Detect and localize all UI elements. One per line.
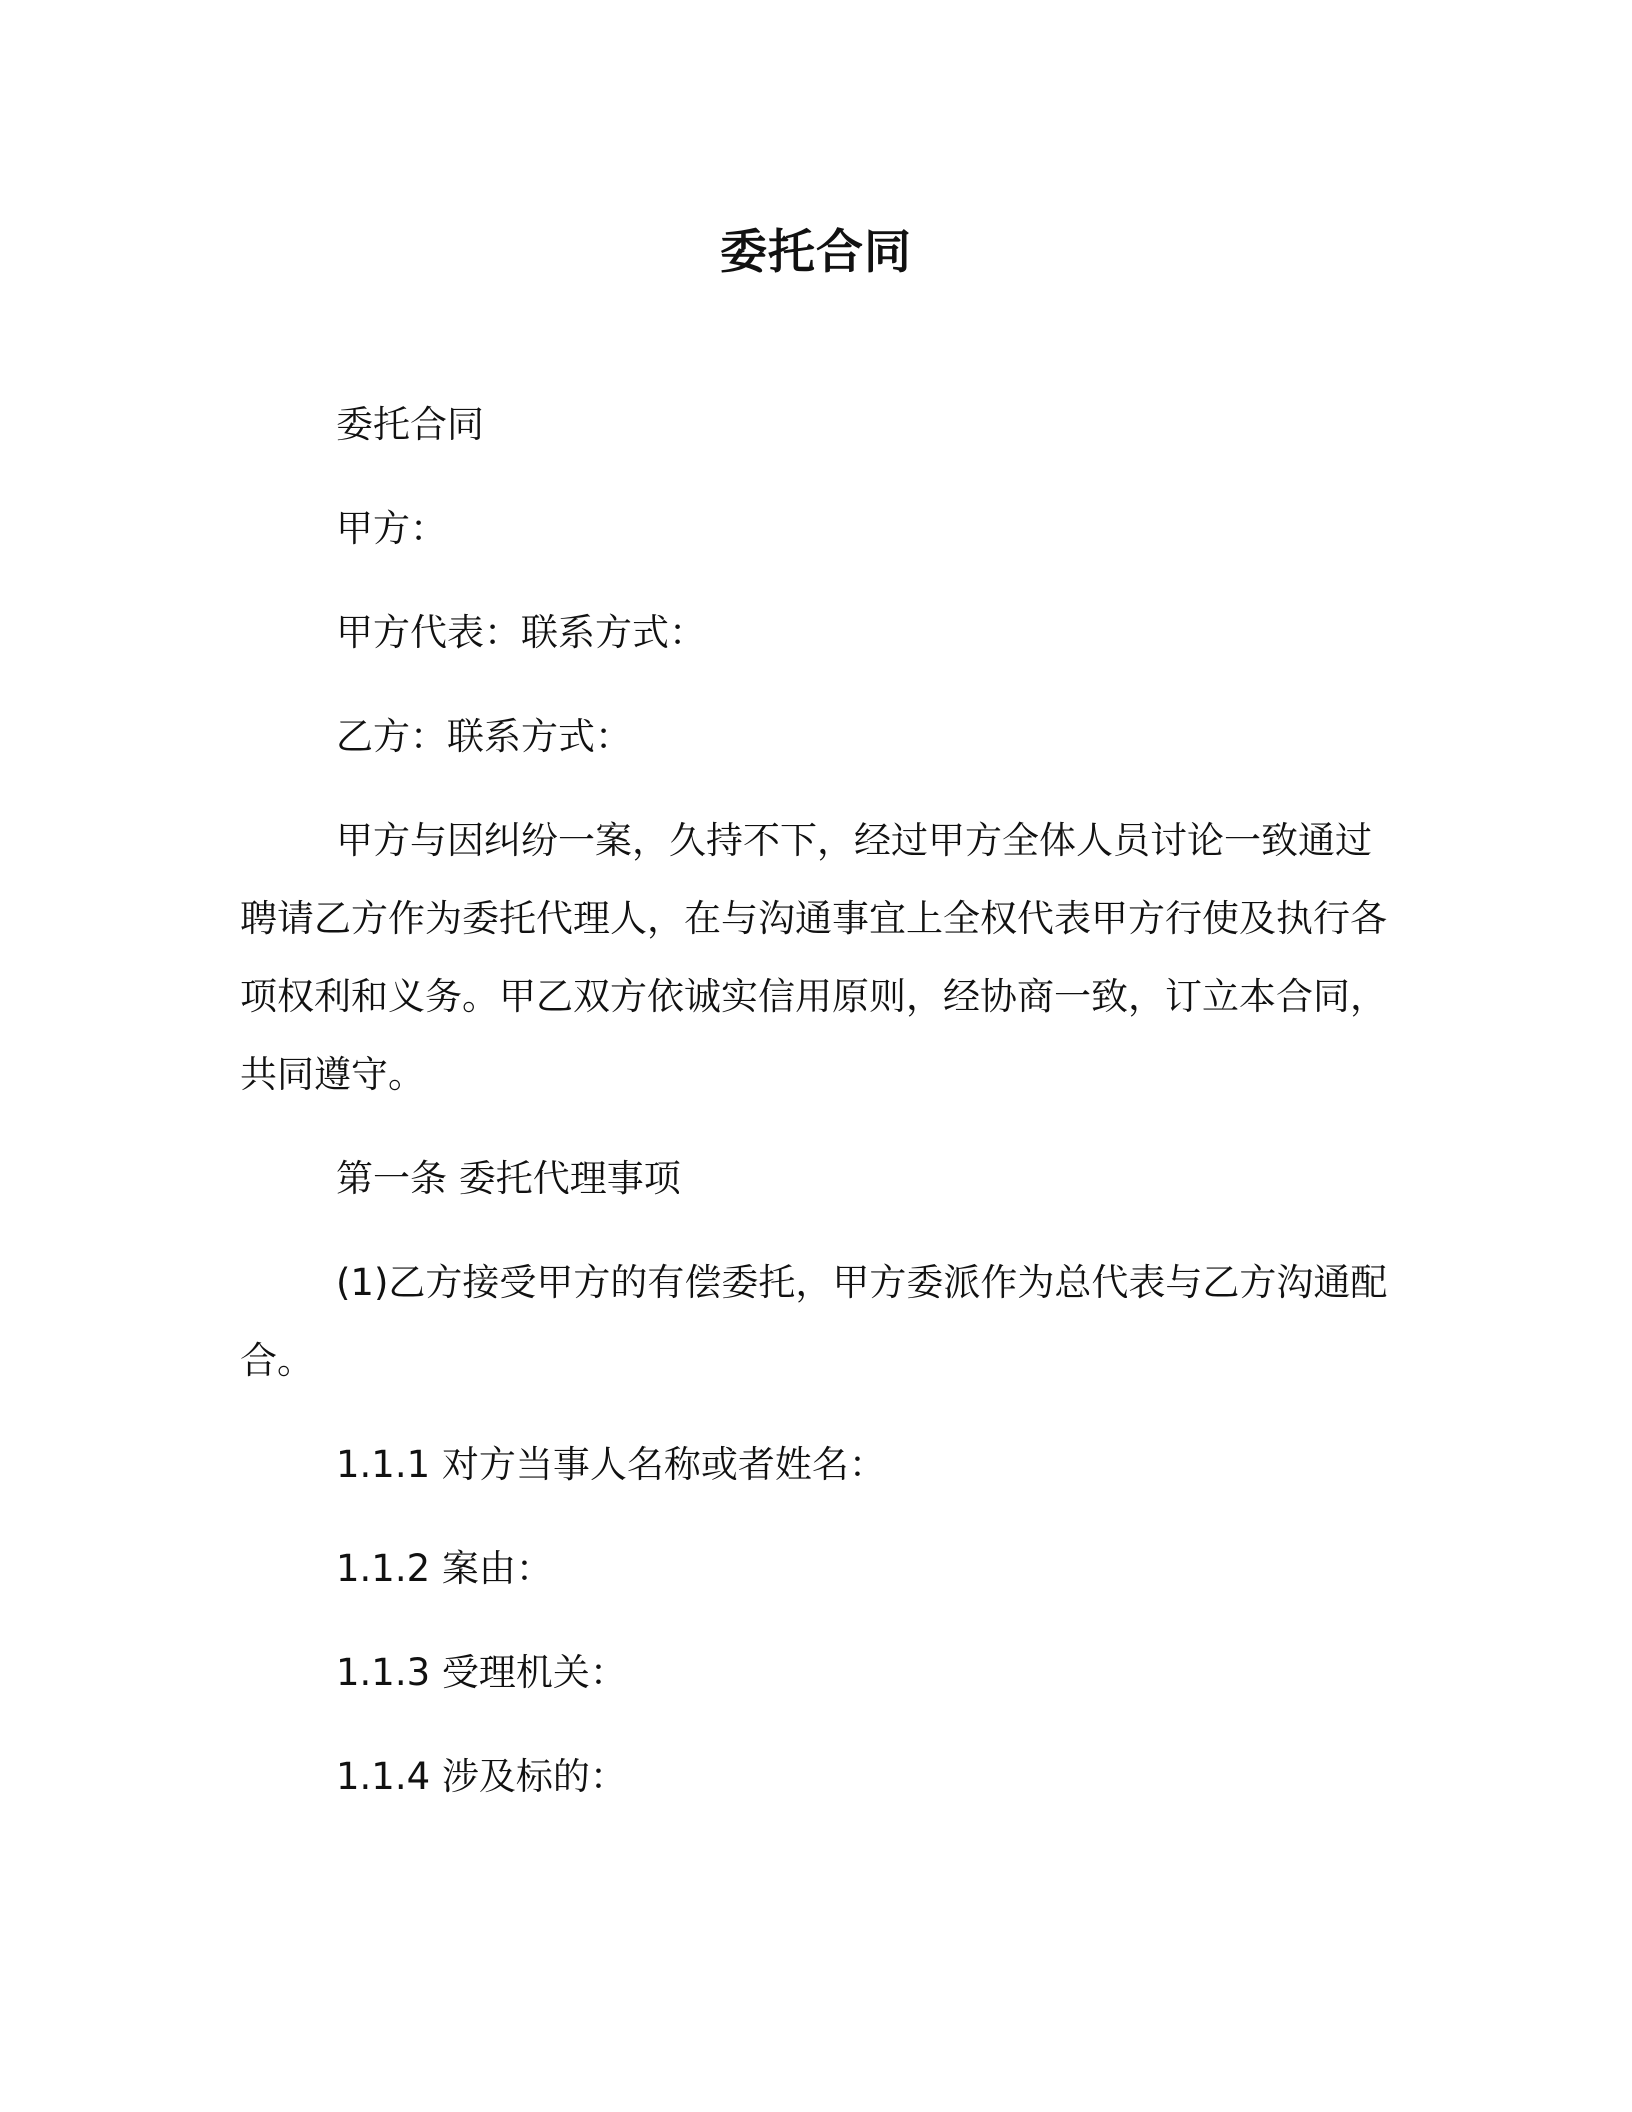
paragraph-clause-1-1-4: 1.1.4 涉及标的： xyxy=(336,1755,627,1798)
paragraph-article-one-heading: 第一条 委托代理事项 xyxy=(336,1157,681,1200)
document-body xyxy=(240,386,1400,1842)
paragraph-party-a: 甲方： xyxy=(336,507,447,550)
paragraph-clause-1: (1)乙方接受甲方的有偿委托，甲方委派作为总代表与乙方沟通配合。 xyxy=(240,1261,1388,1382)
paragraph-party-b: 乙方：联系方式： xyxy=(336,715,632,758)
paragraph-clause-1-1-1: 1.1.1 对方当事人名称或者姓名： xyxy=(336,1443,886,1486)
document-title: 委托合同 xyxy=(720,225,912,280)
paragraph-clause-1-1-3: 1.1.3 受理机关： xyxy=(336,1651,627,1694)
paragraph-contract-name: 委托合同 xyxy=(336,403,484,446)
paragraph-preamble: 甲方与因纠纷一案，久持不下，经过甲方全体人员讨论一致通过聘请乙方作为委托代理人，在与沟通事宜上全权代表甲方行使及执行各项权利和义务。甲乙双方依诚实信用原则，经协商一致，订立本合同，共同遵守。 xyxy=(240,819,1387,1096)
paragraph-party-a-representative: 甲方代表：联系方式： xyxy=(336,611,706,654)
paragraph-clause-1-1-2: 1.1.2 案由： xyxy=(336,1547,553,1590)
